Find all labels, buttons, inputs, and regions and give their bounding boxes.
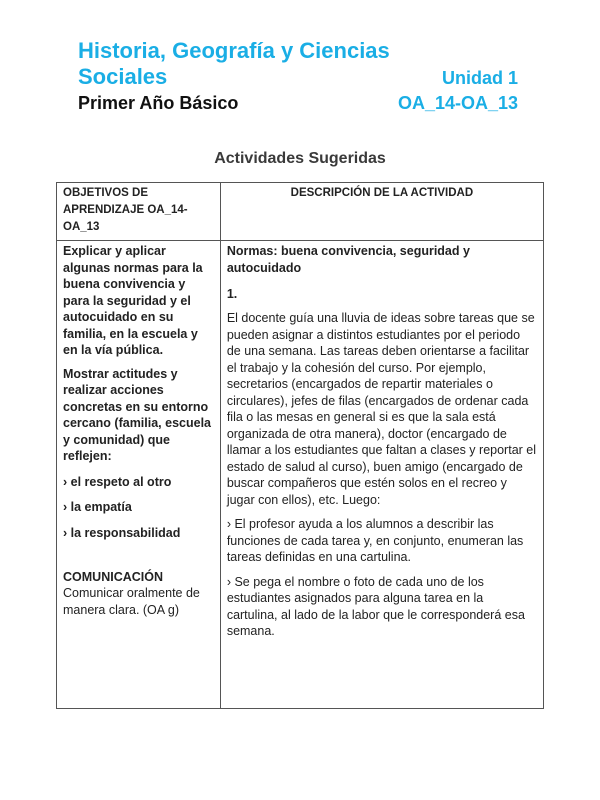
communication-title: COMUNICACIÓN [63,570,163,584]
objective-bullet: › la empatía [63,500,132,514]
objectives-cell [57,241,221,709]
title-row [78,64,518,91]
document-header [78,38,518,115]
subtitle-row [78,91,518,115]
unit-label: Unidad 1 [441,68,518,88]
section-title: Actividades Sugeridas [214,150,386,167]
grade-level: Primer Año Básico [78,93,239,113]
objective-bullet: › la responsabilidad [63,525,181,540]
communication-block [63,569,214,618]
description-paragraph-2: › El profesor ayuda a los alumnos a describir las funciones de cada tarea y, en conjunto, enumeran las tareas definidas en una cartulina. [226,517,524,564]
communication-text: Comunicar oralmente de manera clara. (OA g) [63,586,200,617]
header-cell-objectives [57,183,221,241]
description-cell [220,241,543,709]
subject-title-line1: Historia, Geografía y Ciencias [78,38,390,63]
step-number: 1. [226,287,238,301]
objective-2: Mostrar actitudes y realizar acciones concretas en su entorno cercano (familia, escuela y comunidad) que reflejen: [63,366,211,463]
activities-table [56,182,544,709]
objective-bullet: › el respeto al otro [63,474,172,489]
norms-title: Normas: buena convivencia, seguridad y autocuidado [226,244,470,275]
table-header-row [57,183,544,241]
description-paragraph-3: › Se pega el nombre o foto de cada uno de los estudiantes asignados para alguna tarea en la cartulina, al lado de la labor que le corresponderá esa semana. [226,574,525,638]
subject-title-line2: Sociales [78,64,168,89]
oa-code: OA_14-OA_13 [397,93,518,113]
table-row [57,241,544,709]
objective-1: Explicar y aplicar algunas normas para la buena convivencia y para la seguridad y el autocuidado en su familia, en la escuela y en la vía pública. [63,244,203,357]
header-description-label: DESCRIPCIÓN DE LA ACTIVIDAD [290,187,474,199]
header-cell-description [220,183,543,241]
header-objectives-label: OBJETIVOS DE APRENDIZAJE OA_14-OA_13 [63,187,188,233]
description-paragraph-1: El docente guía una lluvia de ideas sobre tareas que se pueden asignar a distintos estudiantes por el periodo de una semana. Las tareas deben orientarse a facilitar el trabajo y la cohesión del curso. Por ejemplo, secretarios (encargados de repartir materiales o circulares), jefes de filas (encargados de ordenar cada fila o las mesas en general si es que la sala está organizada de otra manera), doctor (encargado de llamar a los estudiantes que faltan a clases y reportar el estado de salud al curso), buen amigo (encargado de buscar compañeros que estén solos en el recreo y jugar con ellos), etc. Luego: [226,311,537,507]
